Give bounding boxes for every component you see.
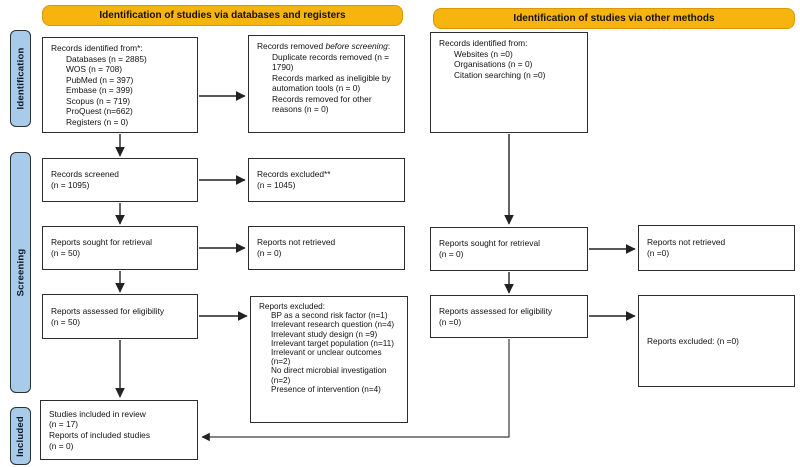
box-line: Reports sought for retrieval: [51, 237, 153, 248]
list-item: Irrelevant or unclear outcomes (n=2): [271, 347, 382, 367]
title-prefix: Records removed: [257, 41, 326, 51]
header-databases-registers: Identification of studies via databases and registers: [42, 5, 403, 26]
box-line: Reports sought for retrieval: [439, 238, 541, 249]
box-line: (n = 1045): [257, 180, 296, 190]
phase-included-label: Included: [15, 415, 27, 457]
list-item: Organisations (n = 0): [454, 59, 533, 70]
phase-screening: [10, 152, 31, 393]
box-line: Reports excluded: (n =0): [647, 335, 739, 346]
list-item: Studies included in review: [49, 408, 146, 419]
box-line: Records screened: [51, 169, 119, 180]
list-item: Irrelevant research question (n=4): [271, 320, 395, 330]
box-title: Records identified from:: [439, 38, 528, 48]
phase-identification-label: Identification: [15, 47, 27, 110]
box-reports-assessed-databases: [42, 294, 198, 339]
phase-screening-label: Screening: [15, 248, 27, 297]
list-item: Duplicate records removed (n = 1790): [272, 51, 390, 73]
box-reports-sought-databases: [42, 226, 198, 270]
box-line: Reports assessed for eligibility: [51, 305, 165, 316]
box-records-excluded: [248, 158, 405, 202]
list-item: Irrelevant study design (n =9): [271, 329, 378, 339]
list-item: (n = 17): [49, 419, 79, 430]
list-item: WOS (n = 708): [66, 64, 123, 75]
box-reports-not-retrieved-other: [638, 225, 795, 271]
box-reports-not-retrieved-databases: [248, 226, 405, 270]
box-line: (n = 50): [51, 248, 81, 258]
box-line: Reports assessed for eligibility: [439, 305, 553, 316]
box-line: (n = 1095): [51, 180, 90, 190]
list-item: PubMed (n = 397): [66, 74, 134, 85]
title-italic: before screening: [325, 41, 388, 51]
box-studies-included: [40, 400, 198, 460]
box-line: (n =0): [647, 248, 670, 258]
list-item: Irrelevant target population (n=11): [271, 338, 394, 348]
box-items: [259, 311, 402, 394]
box-title: Reports excluded:: [259, 302, 325, 311]
list-item: Reports of included studies: [49, 430, 151, 440]
box-records-screened: [42, 158, 198, 202]
list-item: Presence of intervention (n=4): [271, 384, 381, 394]
box-records-identified-other: [430, 32, 588, 133]
title-suffix: :: [387, 41, 391, 51]
header-other-methods: Identification of studies via other methods: [433, 8, 795, 29]
box-items: [257, 52, 399, 115]
phase-included: [10, 407, 31, 465]
phase-identification: [10, 30, 31, 127]
box-line: (n = 50): [51, 316, 81, 327]
box-reports-assessed-other: [430, 295, 588, 338]
box-reports-sought-other: [430, 227, 588, 271]
list-item: Databases (n = 2885): [66, 53, 147, 64]
list-item: ProQuest (n=662): [66, 106, 133, 117]
list-item: (n = 0): [49, 440, 74, 451]
list-item: Citation searching (n =0): [454, 69, 546, 80]
box-items: [51, 54, 192, 128]
list-item: Registers (n = 0): [66, 117, 129, 128]
box-line: Records excluded**: [257, 169, 331, 180]
box-line: (n = 0): [439, 249, 464, 259]
box-line: Reports not retrieved: [647, 237, 726, 248]
list-item: Embase (n = 399): [66, 85, 133, 96]
box-line: Reports not retrieved: [257, 237, 336, 248]
box-records-removed: [248, 35, 405, 133]
box-title: [257, 41, 399, 52]
list-item: Scopus (n = 719): [66, 95, 131, 106]
list-item: Records marked as ineligible by automation tools (n = 0): [272, 72, 391, 94]
box-reports-excluded-databases: [250, 296, 408, 423]
box-line: (n =0): [439, 316, 462, 327]
box-reports-excluded-other: [638, 295, 795, 387]
list-item: Records removed for other reasons (n = 0): [272, 93, 372, 115]
box-records-identified-databases: [42, 37, 198, 133]
box-items: [439, 49, 582, 81]
box-line: (n = 0): [257, 248, 282, 258]
list-item: Websites (n =0): [454, 48, 513, 59]
list-item: BP as a second risk factor (n=1): [271, 311, 388, 321]
box-lines: [49, 409, 193, 451]
list-item: No direct microbial investigation (n=2): [271, 366, 387, 385]
box-title: Records identified from*:: [51, 43, 143, 53]
